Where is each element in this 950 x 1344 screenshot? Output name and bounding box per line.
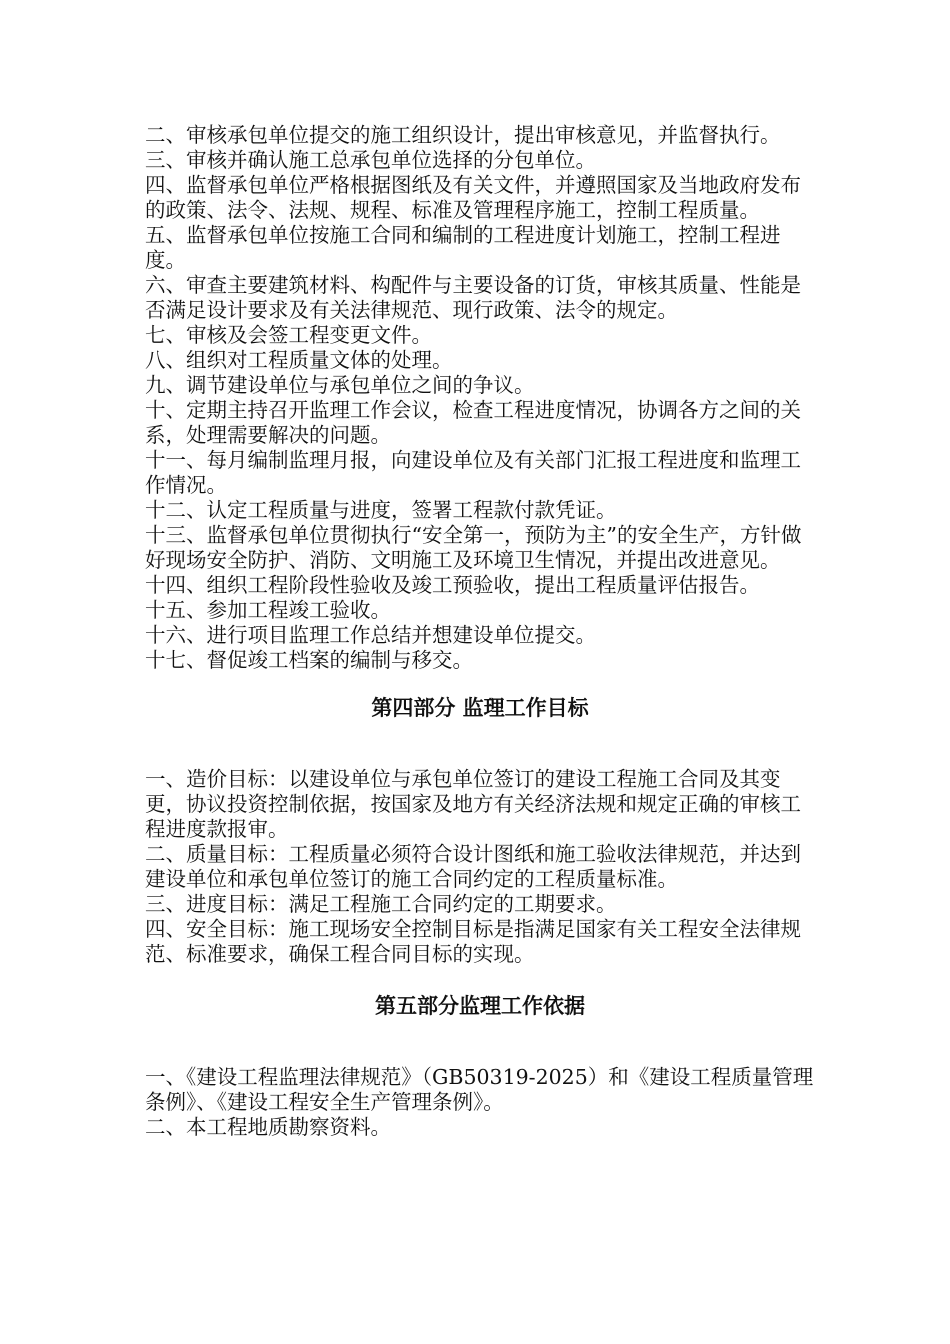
duty-item: 十、定期主持召开监理工作会议，检查工程进度情况，协调各方之间的关系，处理需要解决的问题。 (145, 398, 801, 447)
goal-item: 三、进度目标：满足工程施工合同约定的工期要求。 (145, 892, 617, 916)
section-heading-basis: 第五部分监理工作依据 (375, 993, 585, 1018)
duty-item: 六、审查主要建筑材料、构配件与主要设备的订货，审核其质量、性能是否满足设计要求及有关法律规范、现行政策、法令的规定。 (145, 273, 801, 322)
duty-item: 十二、认定工程质量与进度，签署工程款付款凭证。 (145, 498, 617, 522)
duty-item: 五、监督承包单位按施工合同和编制的工程进度计划施工，控制工程进度。 (145, 223, 781, 272)
duty-item: 八、组织对工程质量文体的处理。 (145, 348, 453, 372)
duty-item: 十五、参加工程竣工验收。 (145, 598, 391, 622)
duty-item: 三、审核并确认施工总承包单位选择的分包单位。 (145, 148, 596, 172)
basis-item: 二、本工程地质勘察资料。 (145, 1115, 391, 1139)
document-body (145, 123, 815, 1140)
duty-item: 四、监督承包单位严格根据图纸及有关文件，并遵照国家及当地政府发布的政策、法令、法规、规程、标准及管理程序施工，控制工程质量。 (145, 173, 801, 222)
duty-item: 十一、每月编制监理月报，向建设单位及有关部门汇报工程进度和监理工作情况。 (145, 448, 801, 497)
duty-item: 十三、监督承包单位贯彻执行“安全第一，预防为主”的安全生产，方针做好现场安全防护、消防、文明施工及环境卫生情况，并提出改进意见。 (145, 523, 802, 572)
duty-item: 九、调节建设单位与承包单位之间的争议。 (145, 373, 535, 397)
section-heading-goals: 第四部分 监理工作目标 (371, 695, 589, 720)
goal-item: 四、安全目标：施工现场安全控制目标是指满足国家有关工程安全法律规范、标准要求，确保工程合同目标的实现。 (145, 917, 801, 966)
duty-item: 十四、组织工程阶段性验收及竣工预验收，提出工程质量评估报告。 (145, 573, 760, 597)
goal-item: 一、造价目标：以建设单位与承包单位签订的建设工程施工合同及其变更，协议投资控制依据，按国家及地方有关经济法规和规定正确的审核工程进度款报审。 (145, 767, 801, 841)
duty-item: 十七、督促竣工档案的编制与移交。 (145, 648, 473, 672)
goal-item: 二、质量目标：工程质量必须符合设计图纸和施工验收法律规范，并达到建设单位和承包单位签订的施工合同约定的工程质量标准。 (145, 842, 801, 891)
duty-item: 七、审核及会签工程变更文件。 (145, 323, 432, 347)
basis-item: 一、《建设工程监理法律规范》（GB50319-2025）和《建设工程质量管理条例》、《建设工程安全生产管理条例》。 (145, 1065, 814, 1114)
duty-item: 十六、进行项目监理工作总结并想建设单位提交。 (145, 623, 596, 647)
duty-item: 二、审核承包单位提交的施工组织设计，提出审核意见，并监督执行。 (145, 123, 781, 147)
